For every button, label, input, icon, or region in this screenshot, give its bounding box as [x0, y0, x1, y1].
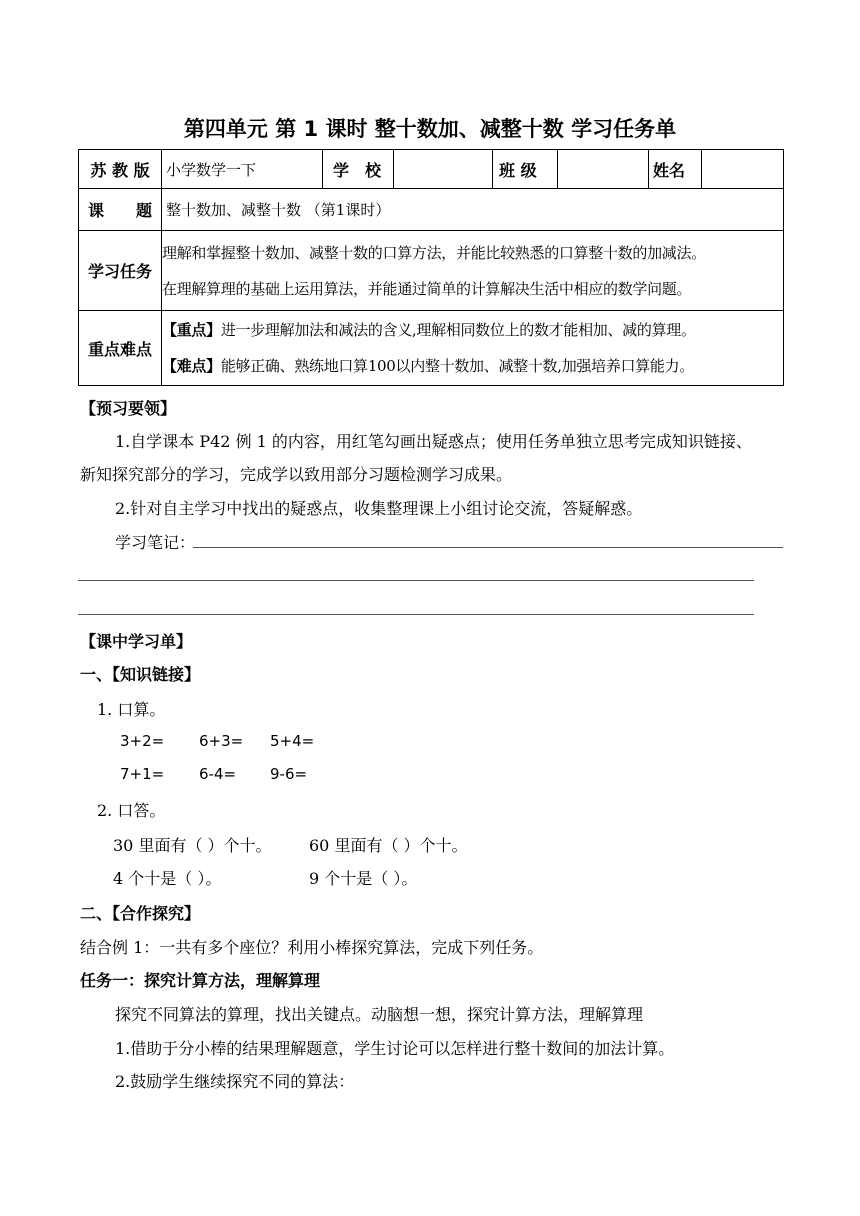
section-knowledge-link: 一、【知识链接】: [80, 665, 201, 684]
info-table: [78, 149, 784, 386]
task-line-1: 理解和掌握整十数加、减整十数的口算方法，并能比较熟悉的口算整十数的加减法。: [162, 243, 706, 262]
math-item: 5+4=: [270, 732, 315, 750]
key-point-line: [162, 312, 783, 348]
math-item: 9-6=: [270, 765, 308, 783]
math-item: 3+2=: [120, 732, 165, 750]
oral-answer-1b: 60 里面有（ ）个十。: [309, 836, 468, 855]
oral-answer-1a: 30 里面有（ ）个十。: [113, 836, 272, 855]
oral-answer-2a: 4 个十是（ ）。: [113, 869, 222, 888]
question-1-label: 1. 口算。: [97, 700, 166, 719]
task-1-intro: 探究不同算法的算理，找出关键点。动脑想一想，探究计算方法，理解算理: [115, 1005, 644, 1024]
key-point-text: 进一步理解加法和减法的含义,理解相同数位上的数才能相加、减的算理。: [220, 321, 696, 339]
oral-answer-2b: 9 个十是（ ）。: [309, 869, 418, 888]
task-1-item-1: 1.借助于分小棒的结果理解题意，学生讨论可以怎样进行整十数间的加法计算。: [115, 1039, 675, 1058]
section-cooperative-inquiry: 二、【合作探究】: [80, 904, 201, 923]
notes-line-2[interactable]: [78, 580, 754, 581]
task-1-item-2: 2.鼓励学生继续探究不同的算法：: [115, 1072, 355, 1091]
task-line-2: 在理解算理的基础上运用算法，并能通过简单的计算解决生活中相应的数学问题。: [162, 279, 692, 298]
edition-value: 小学数学一下: [162, 150, 323, 189]
task-label: 学习任务: [79, 231, 162, 311]
question-2-label: 2. 口答。: [97, 801, 166, 820]
in-class-heading: 【课中学习单】: [80, 632, 193, 651]
topic-value: 整十数加、减整十数 （第1课时）: [162, 189, 784, 231]
key-point-tag: 【重点】: [162, 321, 221, 339]
page-title: 第四单元 第 1 课时 整十数加、减整十数 学习任务单: [183, 117, 677, 141]
class-label: 班 级: [493, 150, 558, 189]
school-value[interactable]: [394, 150, 493, 189]
topic-label: 课 题: [79, 189, 162, 231]
difficulty-line: [162, 348, 783, 384]
notes-line-3[interactable]: [78, 614, 754, 615]
name-label: 姓名: [649, 150, 702, 189]
notes-line-1[interactable]: [193, 547, 783, 548]
difficulty-text: 能够正确、熟练地口算100以内整十数加、减整十数,加强培养口算能力。: [220, 357, 695, 375]
edition-label: 苏 教 版: [79, 150, 162, 189]
math-item: 7+1=: [120, 765, 165, 783]
difficulty-tag: 【难点】: [162, 357, 221, 375]
school-label: 学 校: [323, 150, 394, 189]
class-value[interactable]: [558, 150, 649, 189]
name-value[interactable]: [702, 150, 784, 189]
task-1-heading: 任务一：探究计算方法，理解算理: [80, 971, 321, 990]
math-item: 6+3=: [199, 732, 244, 750]
math-item: 6-4=: [199, 765, 237, 783]
notes-label: 学习笔记：: [115, 533, 196, 552]
example-text: 结合例 1：一共有多个座位？利用小棒探究算法，完成下列任务。: [80, 938, 544, 957]
preview-item-1: 1.自学课本 P42 例 1 的内容，用红笔勾画出疑惑点；使用任务单独立思考完成知识链接、: [115, 432, 752, 451]
preview-heading: 【预习要领】: [80, 399, 177, 418]
key-label: 重点难点: [79, 311, 162, 386]
preview-item-1-cont: 新知探究部分的学习，完成学以致用部分习题检测学习成果。: [80, 465, 513, 484]
preview-item-2: 2.针对自主学习中找出的疑惑点，收集整理课上小组讨论交流，答疑解惑。: [115, 499, 643, 518]
